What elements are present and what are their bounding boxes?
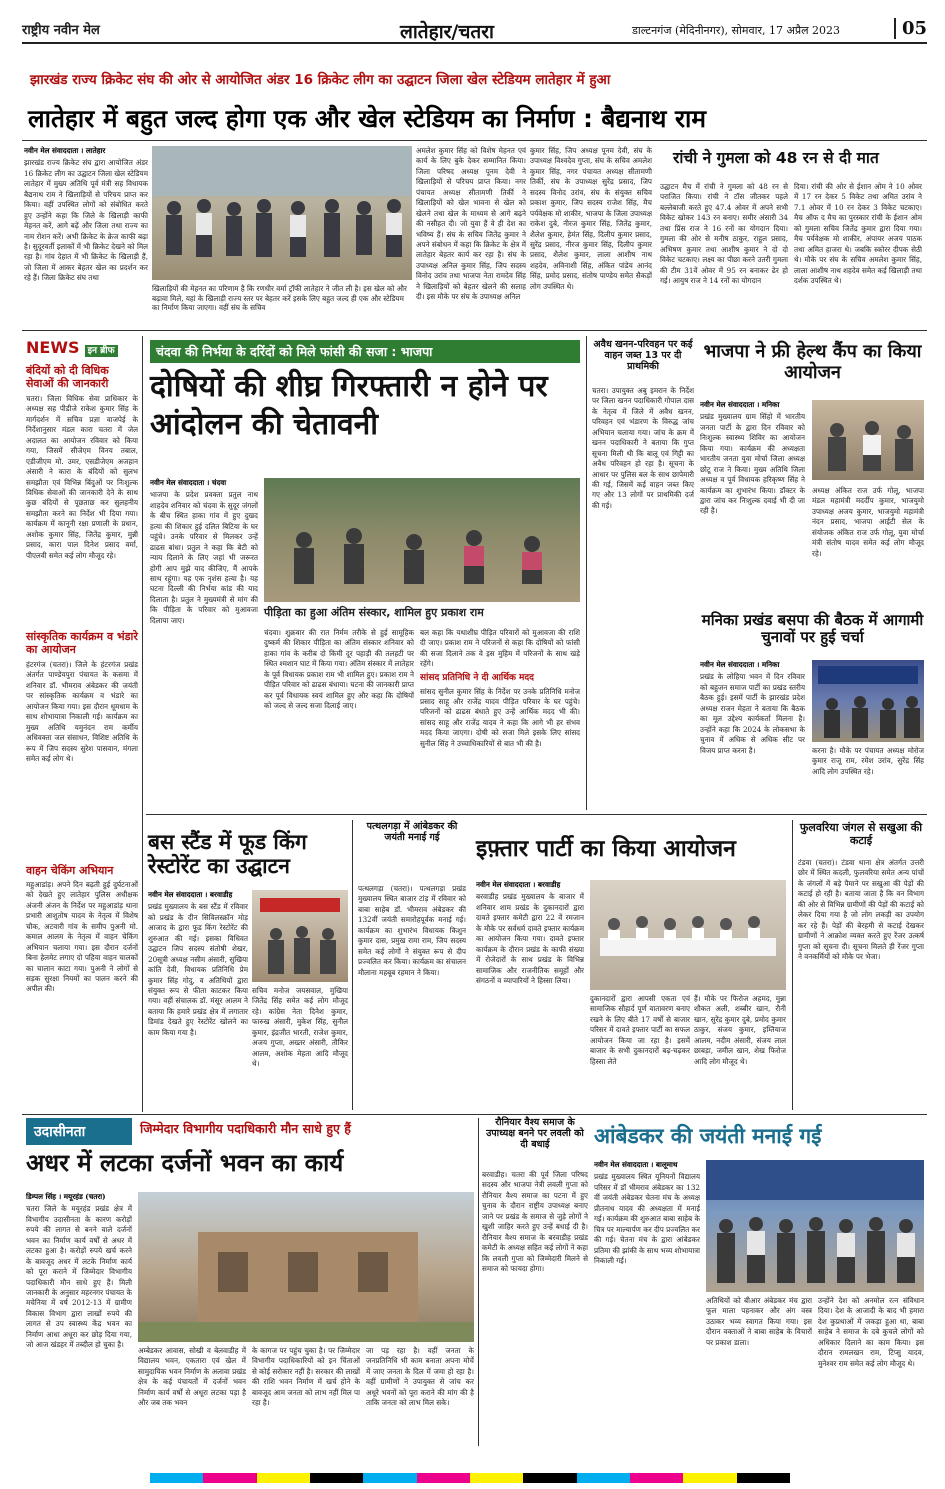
ranchi-headline: रांची ने गुमला को 48 रन से दी मात — [673, 149, 879, 167]
ambedkar-jayanti-photo — [706, 1160, 924, 1292]
bsp-meeting-photo — [812, 660, 924, 742]
cricket-players-photo — [152, 146, 412, 280]
divider — [22, 330, 927, 331]
health-camp-illustration — [812, 400, 924, 480]
color-registration-bar — [150, 1473, 790, 1483]
divider — [586, 336, 587, 810]
divider — [142, 336, 143, 1112]
building-illustration — [138, 1192, 474, 1342]
divider — [22, 140, 927, 141]
story3-kicker: अवैध खनन-परिवहन पर कई वाहन जब्त 13 पर दी प्राथमिकी — [593, 339, 693, 372]
story5-column-1: नवीन मेल संवाददाता । मनिका प्रखंड के लोहिया भवन में दिन रविवार को बहुजन समाज पार्टी का प्रखंड स्तरीय बैठक हुई। इसमें पार्टी के झारखंड प्रदेश अध्यक्ष राजन मेहता ने बताया कि बैठक का मूल उद्देश्य कार्यकर्ता मिलना है। उन्होंने कहा कि 2024 के लोकसभा के चुनाव में अधिक से अधिक सीट पर विजय प्राप्त करना है। — [700, 660, 805, 755]
dateline: डाल्टनगंज (मेदिनीनगर), सोमवार, 17 अप्रैल 2023 — [632, 24, 841, 37]
story2-column-3: बल कहा कि यथाशीघ्र पीड़ित परिवारों को मुआवजा की राशि दी जाए। प्रकाश राम ने परिजनों से कहा कि दोषियों को फांसी की सजा दिलाने तक वे इस मुहिम में परिजनों के साथ खड़े रहेंगे। सांसद प्रतिनिधि ने दी आर्थिक मदद सांसद सुनील कुमार सिंह के निर्देश पर उनके प्रतिनिधि मनोज प्रसाद साहू और राजेंद्र यादव पीड़ित परिवार के घर पहुंचे। परिजनों को ढाढस बंधाते हुए उन्हें आर्थिक मदद भी की। सांसद साहू और राजेंद्र यादव ने कहा कि आगे भी हर संभव मदद किया जाएगा। दोषी को सजा मिले इसके लिए सांसद सुनील सिंह ने उच्चाधिकारियों से बात भी की है। — [420, 628, 580, 748]
story2-column-1: नवीन मेल संवाददाता । चंदवा भाजपा के प्रदेश प्रवक्ता प्रतुल नाथ शाहदेव शनिवार को चंदवा के सुदूर जंगलों के बीच स्थित हाका गांव में हुए दुखद हत्या की शिकार हुई दलित बिटिया के घर पहुंचे। उनके परिवार से मिलकर उन्हें ढाढस बांधा। प्रतुल ने कहा कि बेटी को न्याय दिलाने के लिए जहां भी जरूरत होगी आप मुझे याद कीजिए, मैं आपके साथ रहूंगा। यह एक नृशंस हत्या है। यह घटना दिल्ली की निर्भया कांड की याद दिलाता है। प्रतुल ने मुख्यमंत्री से मांग की कि पीड़िता के परिवार को मुआवजा दिलाया जाए। — [150, 478, 258, 625]
story5-headline: मनिका प्रखंड बसपा की बैठक में आगामी चुनावों पर हुई चर्चा — [701, 611, 924, 647]
story10-column-1: डिम्पल सिंह । मयूरहंड (चतरा) चतरा जिले के मयूरहंड प्रखंड क्षेत्र में विभागीय उदासीनता के कारण करोड़ों रुपये की लागत से बनने वाले दर्जनों भवन का निर्माण कार्य वर्षों से अधर में लटका हुआ है। करोड़ों रुपये खर्च करने के बावजूद अधर में लटके निर्माण कार्य को पूरा कराने में जिम्मेदार विभागीय पदाधिकारी मौन साधे हुए हैं। मिली जानकारी के अनुसार महरनगर पंचायत के मचेनिया में वर्ष 2012-13 में ग्रामीण विकास विभाग द्वारा लाखों रुपये की लागत से उप स्वास्थ्य केंद्र भवन का निर्माण आधा अधूरा कर छोड़ दिया गया, जो आज खंडहर में तब्दील हो चुका है। — [26, 1192, 132, 1350]
story2-column-2: चंदवा। शुक्रवार की रात निर्मम तरीके से हुई सामूहिक दुष्कर्म की शिकार पीड़िता का अंतिम संस्कार शनिवार को हाका गांव के करीब दो किमी दूर पहाड़ी की तलहटी पर स्थित श्मशान घाट में किया गया। अंतिम संस्कार में लातेहार के पूर्व विधायक प्रकाश राम भी शामिल हुए। प्रकाश राम ने पीड़ित परिवार को ढाढस बंधाया। घटना की जानकारी प्राप्त कर पूर्व विधायक स्वयं शामिल हुए और कहा कि दोषियों को जल्द से जल्द सजा दिलाई जाए। — [264, 628, 414, 711]
brief-heading-1: बंदियों को दी विधिक सेवाओं की जानकारी — [26, 364, 109, 391]
story4-column-2: अध्यक्ष अंकित राज उर्फ गोलू, भाजपा मंडल महामंत्री मदर्दीप कुमार, भाजयुमो उपाध्यक्ष अजय कुमार, भाजयुमो महामंत्री नंदन प्रसाद, भाजपा आईटी सेल के संयोजक अंकित राज उर्फ गोलू, युवा मोर्चा मंत्री संतोष यादव समेत कई लोग मौजूद रहे। — [812, 486, 924, 558]
restaurant-photo — [252, 890, 348, 982]
story7-kicker: पत्थलगड़ा में आंबेडकर की जयंती मनाई गई — [366, 821, 458, 843]
story12-column-1: नवीन मेल संवाददाता । बालूमाथ प्रखंड मुख्यालय स्थित यूनियनों विद्यालय परिसर में डॉ भीमराव अंबेडकर का 132 वीं जयंती अंबेडकर चेतना मंच के अध्यक्ष प्रीतनाथ यादव की अध्यक्षता में मनाई गई। कार्यक्रम की शुरुआत बाबा साहेब के चित्र पर माल्यार्पण कर दीप प्रज्वलित कर की गई। चेतना मंच के द्वारा आंबेडकर प्रतिमा की झांकी के साथ भव्य शोभायात्रा निकाली गई। — [594, 1160, 700, 1265]
players-illustration — [152, 146, 412, 280]
story2-photo-caption: पीड़िता का हुआ अंतिम संस्कार, शामिल हुए प्रकाश राम — [264, 606, 484, 619]
story10-column-2: अम्बेडकर आवास, सोखी व बेलवाडीह में विद्यालय भवन, एकतारा एवं खेल में सामुदायिक भवन निर्माण के अलावा प्रखंड क्षेत्र के कई पंचायतों में दर्जनों भवन निर्माण कार्य वर्षों से अधूरा लटका पड़ा है और जब तक भवन — [138, 1346, 246, 1408]
villagers-meeting-photo — [264, 478, 580, 602]
story9-headline: फुलवरिया जंगल से सखुआ की कटाई — [799, 821, 923, 847]
brief-label: इन ब्रीफ — [85, 345, 118, 357]
bsp-meeting-illustration — [812, 660, 924, 742]
divider — [352, 820, 353, 1110]
news-label: NEWS — [26, 338, 80, 357]
story10-kicker: जिम्मेदार विभागीय पदाधिकारी मौन साधे हुए हैं — [140, 1121, 351, 1136]
lead-column-1: नवीन मेल संवाददाता । लातेहार झारखंड राज्य क्रिकेट संघ द्वारा आयोजित अंडर 16 क्रिकेट लीग का उद्घाटन जिला खेल स्टेडियम लातेहार में मुख्य अतिथि पूर्व मंत्री सह विधायक बैद्यनाथ राम ने खिलाड़ियों से परिचय प्राप्त कर किया। वहीं उपस्थित लोगों को संबोधित करते हुए उन्होंने कहा कि जिले के खिलाड़ी काफी मेहनत करें, आगे बढ़ें और जिला तथा राज्य का नाम रोशन करें। अभी क्रिकेट के क्रेज काफी बढ़ा है। सुदूरवर्ती इलाकों में भी क्रिकेट देखने को मिल रहा है। गांव देहात में भी क्रिकेट के खिलाड़ी हैं, जो जिला में आकर बेहतर खेल का प्रदर्शन कर रहे हैं। जिला क्रिकेट संघ तथा — [24, 146, 148, 283]
story12-column-3: उन्होंने देश को अनमोल रत्न संविधान दिया। देश के आजादी के बाद भी हमारा देश कुप्रथाओं में जकड़ा हुआ था, बाबा साहेब ने समाज के दबे कुचले लोगों को अधिकार दिलाने का काम किया। इस दौरान रामलखन राम, टिप्सु यादव, मुनेश्वर राम समेत कई लोग मौजूद थे। — [818, 1296, 924, 1368]
story2-kicker: चंदवा की निर्भया के दरिंदों को मिले फांसी की सजा : भाजपा — [150, 340, 580, 363]
story8-column-2: दुकानदारों द्वारा आपसी एकता एवं सामाजिक सौहार्द पूर्ण वातावरण बनाए रखने के लिए बीते 17 वर्षों से बाजार परिसर में दावते इफ्तार पार्टी का सफल आयोजन किया जा रहा है। इसमें बाजार के सभी दुकानदारों बढ़-चढ़कर हिस्सा लेते — [590, 994, 690, 1066]
story5-column-2: करना है। मौके पर पंचायत अध्यक्ष मोरोज कुमार राजू राम, रमेश उरांव, सुरेंद्र सिंह आदि लोग उपस्थित रहे। — [812, 746, 924, 776]
newspaper-logo: राष्ट्रीय नवीन मेल — [22, 23, 100, 38]
story7-body: पत्थलगड़ा (चतरा)। पत्थलगड़ा प्रखंड मुख्यालय स्थित बाजार टांड़ में रविवार को बाबा साहेब डॉ. भीमराव अंबेडकर की 132वीं जयंती समारोहपूर्वक मनाई गई। कार्यक्रम का शुभारंभ विधायक किशुन कुमार दास, प्रमुख रामा राम, जिप सदस्य समेत कई लोगों ने संयुक्त रूप से दीप प्रज्वलित कर किया। कार्यक्रम का संचालन मौलाना महबूब रहमान ने किया। — [358, 884, 466, 977]
health-camp-photo — [812, 400, 924, 480]
story3-body: चतरा। उपायुक्त अबु इमरान के निर्देश पर जिला खनन पदाधिकारी गोपाल दास के नेतृत्व में जिले में अवैध खनन, परिवहन एवं भंडारण के विरुद्ध जांच अभियान चलाया गया। जांच के क्रम में खनन पदाधिकारी ने बताया कि गुप्त सूचना मिली थी कि बालू एवं गिट्टी का अवैध परिवहन हो रहा है। सूचना के आधार पर पुलिस बल के साथ छापेमारी की गई, जिसमें कई वाहन जब्त किए गए और 13 लोगों पर प्राथमिकी दर्ज की गई। — [592, 386, 694, 510]
iftar-photo — [590, 880, 786, 990]
story8-headline: इफ़्तार पार्टी का किया आयोजन — [476, 836, 736, 862]
story2-headline: दोषियों की शीघ्र गिरफ्तारी न होने पर आंदोलन की चेतावनी — [150, 369, 548, 442]
story10-column-3: के कागज पर पहुंच चुका है। पर जिम्मेदार विभागीय पदाधिकारियों को इन चिंताओं से कोई सरोकार नहीं है। सरकार की लाखों की राशि भवन निर्माण में खर्च होने के बावजूद आम जनता को लाभ नहीं मिल पा रहा है। — [252, 1346, 360, 1408]
story2-subhead: सांसद प्रतिनिधि ने दी आर्थिक मदद — [420, 672, 534, 683]
story8-column-3: हैं। मौके पर फिरोज अहमद, मुन्ना शौकत अली, शब्बीर खान, रौनी खान, सुरेंद्र कुमार दुबे, प्रमोद कुमार ठाकुर, संजय कुमार, इम्तियाज आलम, नदीम अंसारी, संजय लाल छाबड़ा, जमील खान, शेख फिरोज आदि लोग मौजूद थे। — [694, 994, 786, 1066]
lead-photo-caption: खिलाड़ियों की मेहनत का परिणाम है कि रणधीर वर्मा ट्रॉफी लातेहार ने जीत ली है। इस खेल को और बढ़ावा मिले, यहां के खिलाड़ी राज्य स्तर पर बेहतर करें इसके लिए बहुत जल्द ही एक और स्टेडियम का निर्माण किया जाएगा। वहीं संघ के सचिव — [152, 284, 407, 313]
story10-column-4: जा पड़ रहा है। वहीं जनता के जनप्रतिनिधि भी काम बनाता अपना मोर्चे में जाए जनता के दिल में जमा हो रहा है। वहीं ग्रामीणों ने उपायुक्त से जांच कर अधूरे भवनों को पूरा कराने की मांग की है ताकि जनता को लाभ मिल सके। — [366, 1346, 474, 1408]
divider — [22, 1114, 927, 1115]
divider — [792, 820, 793, 1110]
story12-column-2: अतिथियों को बीआर अंबेडकर मंच द्वारा फूल माला पहनाकर और अंग वस्त्र उठाकर भव्य स्वागत किया गया। इस दौरान वक्ताओं ने बाबा साहेब के विचारों पर प्रकाश डाला। — [706, 1296, 812, 1347]
section-title: लातेहार/चतरा — [400, 21, 494, 43]
ranchi-column-1: उद्घाटन मैच में रांची ने गुमला को 48 रन से पराजित किया। रांची ने टॉस जीतकर पहले बल्लेबाजी करते हुए 47.4 ओवर में अपने सभी विकेट खोकर 143 रन बनाए। समीर अंसारी 34 तथा प्रिंस राज ने 16 रनों का योगदान दिया। गुमला की ओर से मनीष ठाकुर, राहुल प्रसाद, अभिषण कुमार तथा आशीष कुमार ने दो दो विकेट चटकाए। लक्ष्य का पीछा करने उतरी गुमला की टीम 31वें ओवर में 95 रन बनाकर ढेर हो गई। आयुष राज ने 14 रनों का योगदान — [660, 182, 788, 285]
story12-headline: आंबेडकर की जयंती मनाई गई — [594, 1124, 822, 1148]
news-in-brief-label — [26, 338, 138, 362]
story11-kicker: रौनियार वैश्य समाज के उपाध्यक्ष बनने पर लवली को दी बधाई — [486, 1117, 584, 1150]
brief-body-3: महुआडांड़। अपने दिन बढ़ती हुई दुर्घटनाओं को देखते हुए लातेहार पुलिस अधीक्षक अंजनी अंजन के निर्देश पर महुआडांड़ थाना प्रभारी आशुतोष यादव के नेतृत्व में विशेष चौक, अटवारी गांव के समीप पुअनी मो. कमाल आलम के नेतृत्व में वाहन चेकिंग अभियान चलाया गया। इस दौरान दर्जनों बिना हेलमेट लगाए दो पहिया वाहन चालकों का चालान काटा गया। पुअनी ने लोगों से सड़क सुरक्षा नियमों का पालन करने की अपील की। — [26, 880, 138, 994]
story10-tag: उदासीनता — [26, 1118, 132, 1145]
restaurant-illustration — [252, 890, 348, 982]
ambedkar-illustration — [706, 1160, 924, 1292]
story6-headline: बस स्टैंड में फूड किंग रेस्टोरेंट का उद्घाटन — [148, 830, 307, 879]
brief-heading-2: सांस्कृतिक कार्यक्रम व भंडारे का आयोजन — [26, 630, 138, 657]
page-number: 05 — [894, 18, 927, 39]
story10-headline: अधर में लटका दर्जनों भवन का कार्य — [26, 1149, 344, 1177]
brief-heading-3: वाहन चेकिंग अभियान — [26, 864, 114, 877]
iftar-illustration — [590, 880, 786, 990]
masthead — [22, 18, 927, 44]
divider — [146, 814, 927, 815]
brief-body-2: हंटरगंज (चतरा)। जिले के हंटरगंज प्रखंड अंतर्गत पाण्डेयपुरा पंचायत के कसमा में शनिवार डॉ. भीमराव अंबेडकर की जयंती पर सांस्कृतिक कार्यक्रम व भंडारे का आयोजन किया गया। इस दौरान धूमधाम के साथ शोभायात्रा निकाली गई। कार्यक्रम का मुख्य अतिथि यमुनंदन राम कर्मीय अधिवक्ता जल संसाधन, विशिष्ट अतिथि के रूप में जिप सदस्य सुरेश पासवान, मंगला समेत कई लोग थे। — [26, 660, 138, 763]
story8-column-1: नवीन मेल संवाददाता । बरवाडीह बरवाडीह प्रखंड मुख्यालय के बाजार में शनिवार शाम प्रखंड के दुकानदारों द्वारा दावते इफ्तार कमेटी द्वारा 22 वें रमजान के मौके पर सर्वधर्म दावते इफ्तार कार्यक्रम का आयोजन किया गया। दावते इफ्तार कार्यक्रम के दौरान प्रखंड के काफी संख्या में रोजेदारों के साथ प्रखंड के विभिन्न सामाजिक और राजनीतिक समूहों और संगठनों व व्यापारियों ने हिस्सा लिया। — [476, 880, 584, 985]
unfinished-building-photo — [138, 1192, 474, 1342]
story6-column-1: नवीन मेल संवाददाता । बरवाडीह प्रखंड मुख्यालय के बस स्टैंड में रविवार को प्रखंड के दीन सिविलस्क्रॉन मोड़ आजाद के द्वारा फूड किंग रेस्टोरेंट की शुरुआत की गई। इसका विधिवत उद्घाटन जिप सदस्य संतोषी शेखर, 20सूत्री अध्यक्ष नसीम अंसारी, सुखिया कांति देवी, विधायक प्रतिनिधि प्रेम कुमार सिंह गोदु, व अतिथियों द्वारा संयुक्त रूप से फीता काटकर किया गया। वहीं संचालक डॉ. मंसूर आलम ने बताया कि हमारे प्रखंड क्षेत्र में लगातार डिमांड देखते हुए रेस्टोरेंट खोलने का काम किया गया है। — [148, 890, 248, 1037]
story11-body: बरवाडीह। चतरा की पूर्व जिला परिषद सदस्य और भाजपा नेत्री लवली गुप्ता को रौनियार वैश्य समाज का पटना में हुए चुनाव के दौरान राष्ट्रीय उपाध्यक्ष बनाए जाने पर प्रखंड के समाज से जुड़े लोगों ने खुशी जाहिर करते हुए उन्हें बधाई दी है। रौनियार वैश्य समाज के बरवाडीह प्रखंड कमेटी के अध्यक्ष सहित कई लोगों ने कहा कि लवली गुप्ता को जिम्मेदारी मिलने से समाज को फायदा होगा। — [482, 1170, 588, 1273]
story4-headline: भाजपा ने फ्री हेल्थ कैंप का किया आयोजन — [703, 341, 922, 383]
story4-column-1: नवीन मेल संवाददाता । मनिका प्रखंड मुख्यालय ग्राम सिंहो में भारतीय जनता पार्टी के द्वारा दिन रविवार को निःशुल्क स्वास्थ्य शिविर का आयोजन किया गया। कार्यक्रम की अध्यक्षता भारतीय जनता युवा मोर्चा जिला अध्यक्ष छोटू राज ने किया। मुख्य अतिथि जिला अध्यक्ष व पूर्व विधायक हरिकृष्ण सिंह ने कार्यक्रम का शुभारंभ किया। डॉक्टर के द्वारा जांच कर निःशुल्क दवाई भी दी जा रही है। — [700, 400, 805, 516]
meeting-illustration — [264, 478, 580, 602]
story6-column-2: सचिव मनोज जयसवाल, मुखिया जितेंद्र सिंह समेत कई लोग मौजूद रहे। कांग्रेस नेता दिनेश कुमार, फारुख अंसारी, मुकेश सिंह, सुनील कुमार, इंद्रजीत भारती, राजेश कुमार, अजय गुप्ता, अख्तर अंसारी, तौकिर आलम, अशोक मेहता आदि मौजूद थे। — [252, 986, 348, 1069]
lead-column-2: अमलेश कुमार सिंह को विशेष मेहनत एवं कार्य के लिए बुके देकर सम्मानित किया। जिला परिषद अध्यक्ष पूनम देवी ने खिलाड़ियों से परिचय प्राप्त किया। नगर पंचायत अध्यक्ष सीतामणी तिर्की ने खिलाड़ियों को खेल भावना से खेल को खेलने तथा खेल के माध्यम से आगे बढ़ने की नसीहत दी। जो युवा हैं वे ही देश का भविष्य हैं। संघ के सचिव जितेंद्र कुमार ने अपने संबोधन में कहा कि क्रिकेट के क्षेत्र में लातेहार बेहतर कार्य कर रहा है। संघ के उपाध्यक्ष अनिल कुमार सिंह, जिप सदस्य विनोद उरांव तथा भाजपा नेता रामदेव सिंह ने खिलाड़ियों को बेहतर खेलने की सलाह दी। इस मौके पर संघ के उपाध्यक्ष अनिल — [416, 146, 526, 302]
lead-kicker: झारखंड राज्य क्रिकेट संघ की ओर से आयोजित अंडर 16 क्रिकेट लीग का उद्घाटन जिला खेल स्टेडियम लातेहार में हुआ — [30, 72, 611, 88]
lead-headline: लातेहार में बहुत जल्द होगा एक और खेल स्टेडियम का निर्माण : बैद्यनाथ राम — [28, 104, 706, 133]
brief-body-1: चतरा। जिला विधिक सेवा प्राधिकार के अध्यक्ष सह पीडीजे राकेश कुमार सिंह के मार्गदर्शन में सचिव प्रज्ञा वाजपेई के निर्देशानुसार मंडल कारा चतरा में जेल अदालत का आयोजन रविवार को किया गया, जिसमें सीजेएम विनय तबाल, एडीजीएम मो. उमर, एसडीजेएम अजहान अंसारी ने कारा के बंदियों को सुलभ समझौता एवं विभिन्न बिंदुओं पर निःशुल्क विधिक सेवाओं की जानकारी देने के साथ कुछ बंदियों से पूछताछ कर सुलहनीय समझौता करने का निर्देश भी दिया गया। कार्यक्रम में कानूनी रक्षा प्रणाली के प्रधान, अशोक कुमार सिंह, जितेंद्र कुमार, मुन्नी प्रसाद, कारा पाल दिनेश प्रसाद वर्मा, पीएलवी समेत कई लोग मौजूद रहे। — [26, 394, 138, 560]
ranchi-column-2: दिया। रांची की ओर से ईशान ओम ने 10 ओवर में 17 रन देकर 5 विकेट तथा अमित उरांव ने 7.1 ओवर में 10 रन देकर 3 विकेट चटकाए। मैच ऑफ द मैच का पुरस्कार रांची के ईशान ओम को गुमला सचिव जितेंद्र कुमार द्वारा दिया गया। मैच पर्यवेक्षक मो शाकीर, अंपायर अजय पाठक तथा अमित हाजरा थे। जबकि स्कोरर दीपक सेठी थे। मौके पर संघ के सचिव अमलेश कुमार सिंह, लाला आशीष नाथ शहदेव समेत कई खिलाड़ी तथा दर्शक उपस्थित थे। — [794, 182, 922, 285]
divider — [478, 1118, 479, 1446]
lead-column-3: कुमार सिंह, जिप अध्यक्ष पूनम देवी, संघ के उपाध्यक्ष विश्वदेव गुप्ता, संघ के सचिव अमलेश कुमार सिंह, नगर पंचायत अध्यक्ष सीतामणी तिर्की, संघ के उपाध्यक्ष सुरेंद्र प्रसाद, जिप सदस्य विनोद उरांव, संघ के संयुक्त सचिव प्रकाश कुमार, जिप सदस्य राजेश सिंह, मैच पर्यवेक्षक मो शाकीर, भाजपा के जिला उपाध्यक्ष राकेश दुबे, नीरज कुमार सिंह, जितेंद्र कुमार, शैलेश कुमार, हेमंत सिंह, दिलीप कुमार प्रसाद, सुरेंद्र प्रसाद, नीरज कुमार सिंह, दिलीप कुमार प्रसाद, शैलेश कुमार, लाला आशीष नाथ शहदेव, अविनाशी सिंह, अंकित पांडेय आनंद सिंह, प्रमोद प्रसाद, संतोष पाण्डेय समेत सैकड़ों लोग उपस्थित थे। — [530, 146, 652, 291]
story9-body: टंडवा (चतरा)। टंडवा थाना क्षेत्र अंतर्गत उत्तरी छोर में स्थित कदली, फुलवरिया समेत अन्य पांचों के जंगलों में बड़े पैमाने पर सखुआ की पेड़ों की कटाई हो रही है। बताया जाता है कि वन विभाग की ओर से विभिन्न ग्रामीणों की पेड़ों की कटाई को लेकर दिया गया है जो लोग लकड़ी का उपयोग कर रहे हैं। पेड़ों की बेरहमी से कटाई देखकर ग्रामीणों ने आक्रोश व्यक्त करते हुए रेंजर उत्कर्ष गुप्ता को सूचना दी। सूचना मिलते ही रेंजर गुप्ता ने वनकर्मियों को मौके पर भेजा। — [798, 858, 924, 961]
